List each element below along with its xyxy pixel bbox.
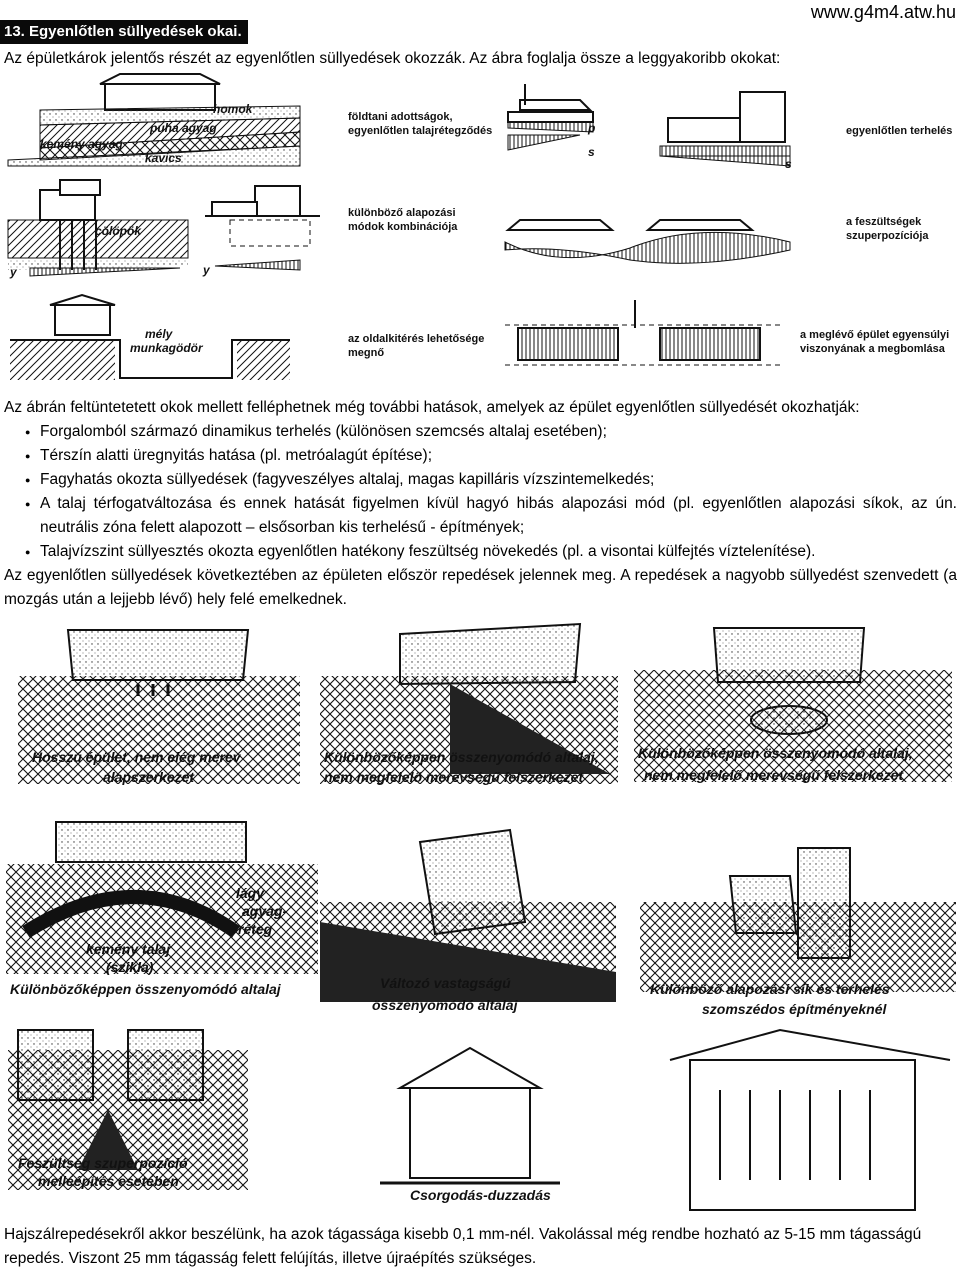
label-meglevo1: a meglévő épület egyensúlyi [800, 329, 950, 341]
label-kavics: kavics [145, 151, 182, 165]
crack-panels [0, 618, 960, 1218]
panel-diff-compress-2 [634, 620, 952, 784]
list-item: ● Forgalomból származó dinamikus terhelés (különösen szemcsés altalaj esetében); [4, 420, 957, 444]
top-figure [0, 70, 960, 392]
panel3-caption-2: nem megfelelő merevségű felszerkezet [644, 767, 904, 783]
label-puha-agyag: puha agyag [150, 121, 217, 135]
lead-text: Az ábrán feltüntetetett okok mellett felléphetnek még további hatások, amelyek az épület egyenlőtlen süllyedését okozhatják: [4, 399, 860, 416]
label-y2: y [203, 263, 210, 277]
panel6-caption-2: szomszédos építményeknél [702, 1001, 887, 1017]
piles-diagram [8, 180, 188, 279]
superposition-diagram [505, 220, 790, 263]
excavation-diagram [10, 295, 290, 380]
buildings-diagram [660, 92, 792, 171]
cracks-paragraph: Az egyenlőtlen süllyedések következtében az épületen először repedések jelennek meg. A repedések a nagyobb süllyedést szenvedett (a mozgás után a lejjebb lévő) hely felé emelkednek. [4, 567, 957, 608]
label-kemeny: kemény agyag [40, 137, 123, 151]
label-alapozasi2: módok kombinációja [348, 221, 458, 233]
list-item: ● A talaj térfogatváltozása és ennek hatását figyelmen kívül hagyó hibás alapozási mód (pl. egyenlőtlen alapozási síkok, az ún. neutrális zóna felett alapozott – elsősorban kis terhelésű - építmények; [4, 492, 957, 540]
panel-diff-compress-1 [320, 624, 618, 785]
panel6-caption-1: Különböző alapozási sík és terhelés [650, 981, 890, 997]
label-oldal1: az oldalkitérés lehetősége [348, 333, 485, 345]
panel8-caption: Csorgodás-duzzadás [410, 1187, 551, 1203]
label-fesz2: szuperpozíciója [846, 230, 929, 242]
existing-building-diagram [505, 300, 780, 365]
panel2-caption-1: Különbözőképpen összenyomódó altalaj, [324, 749, 599, 765]
panel4-caption: Különbözőképpen összenyomódó altalaj [10, 981, 281, 997]
label-mely: mély [145, 327, 173, 341]
load-diagram [508, 84, 595, 159]
label-colopok: cölöpök [95, 224, 142, 238]
panel-superposition [8, 1030, 248, 1194]
panel-house [320, 1038, 630, 1206]
label-y1: y [10, 265, 17, 279]
panel-diff-foundation [640, 838, 956, 1018]
panel4-label-szikla: (szikla) [106, 959, 154, 975]
label-p: p [588, 121, 596, 135]
label-fesz1: a feszültségek [846, 216, 922, 228]
label-s2: s [785, 157, 792, 171]
panel1-caption-1: Hosszú épület, nem elég merev [32, 749, 241, 765]
panel4-label-lagy: lágy [236, 885, 265, 901]
label-munkagodor: munkagödör [130, 341, 203, 355]
middle-text [4, 396, 957, 612]
panel5-caption-2: összenyomódó altalaj [372, 997, 518, 1013]
label-foldtani2: egyenlőtlen talajrétegződés [348, 125, 493, 137]
label-homok: homok [213, 102, 253, 116]
label-meglevo2: viszonyának a megbomlása [800, 343, 945, 355]
cause-list [4, 420, 957, 564]
list-item: ● Fagyhatás okozta süllyedések (fagyveszélyes altalaj, magas kapilláris vízszintemelkedés; [4, 468, 957, 492]
panel7-caption-1: Feszültség szuperpozíció [18, 1155, 188, 1171]
panel-long-building [18, 624, 300, 785]
panel4-label-kemeny: kemény talaj [86, 941, 171, 957]
intro-text: Az épületkárok jelentős részét az egyenlőtlen süllyedések okozzák. Az ábra foglalja össze a leggyakoribb okokat: [4, 50, 781, 67]
list-item: ● Térszín alatti üregnyitás hatása (pl. metróalagút építése); [4, 444, 957, 468]
panel-soft-clay [6, 822, 318, 998]
label-oldal2: megnő [348, 347, 385, 359]
panel-apartment [670, 1030, 950, 1210]
label-alapozasi1: különböző alapozási [348, 207, 456, 219]
site-url[interactable]: www.g4m4.atw.hu [810, 2, 956, 22]
list-item: ● Talajvízszint süllyesztés okozta egyenlőtlen hatékony feszültség növekedés (pl. a visontai külfejtés víztelenítése). [4, 540, 957, 564]
panel2-caption-2: nem megfelelő merevségű felszerkezet [324, 769, 584, 785]
label-foldtani: földtani adottságok, [348, 111, 453, 123]
panel1-caption-2: alapszerkezet [103, 769, 195, 785]
soil-layers-diagram [8, 74, 300, 166]
foundation-combo-diagram [202, 186, 320, 277]
label-egyenlotlen-terheles: egyenlőtlen terhelés [846, 125, 953, 137]
panel-variable-thickness [320, 822, 616, 1018]
section-title: 13. Egyenlőtlen süllyedések okai. [0, 20, 248, 44]
footer-text: Hajszálrepedésekről akkor beszélünk, ha azok tágassága kisebb 0,1 mm-nél. Vakolással még rendbe hozható az 5-15 mm tágasságú repedés. Viszont 25 mm tágasság felett felújítás, illetve újraépítés szükséges. [4, 1226, 922, 1267]
panel4-label-reteg: réteg [238, 921, 273, 937]
label-s: s [588, 145, 595, 159]
panel7-caption-2: melléépítés esetében [38, 1173, 179, 1189]
panel3-caption-1: Különbözőképpen összenyomódó altalaj, [638, 745, 913, 761]
panel4-label-agyag: agyag- [242, 903, 288, 919]
panel5-caption-1: Változó vastagságú [380, 975, 511, 991]
